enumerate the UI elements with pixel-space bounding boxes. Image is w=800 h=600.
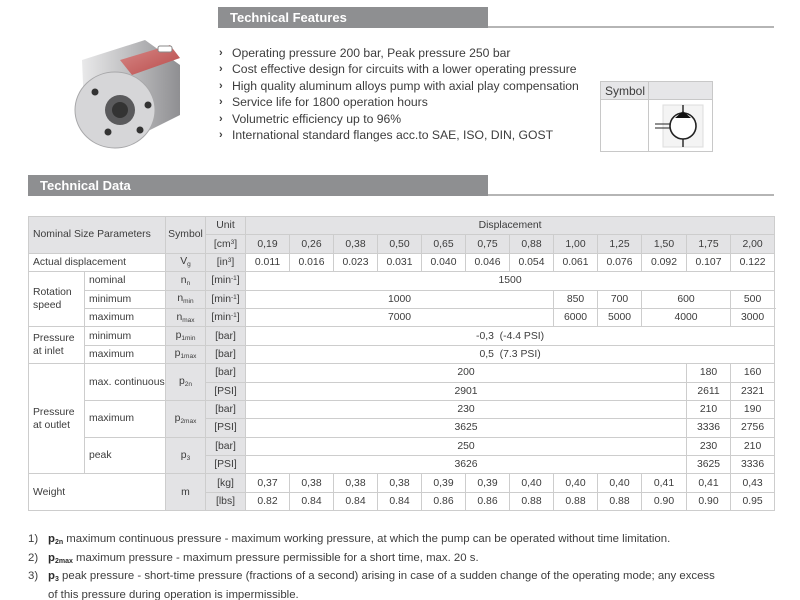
value-cell: 0.82 xyxy=(246,492,290,510)
unit-cell: [PSI] xyxy=(206,382,246,400)
section-title: Technical Features xyxy=(218,7,488,28)
value-cell: 4000 xyxy=(642,308,731,326)
value-cell: 180 xyxy=(687,364,731,382)
table-row-outlet-maximum-bar xyxy=(29,400,775,418)
value-cell: 3625 xyxy=(246,419,687,437)
value-cell: -0,3 (-4.4 PSI) xyxy=(246,327,775,345)
unit-cell: $[\min^{-1}]$ xyxy=(206,272,246,290)
table-row-outlet-peak-bar xyxy=(29,437,775,455)
group-label: Rotation speed xyxy=(29,272,85,327)
value-cell: 0.031 xyxy=(378,253,422,271)
value-cell: 0,38 xyxy=(378,474,422,492)
unit-cell: [bar] xyxy=(206,345,246,363)
size-cell: 0,19 xyxy=(246,235,290,253)
value-cell: 0,39 xyxy=(466,474,510,492)
footnote: 1) $p_{2n}$ maximum continuous pressure - maximum working pressure, at which the pump can be operated without time limitation. xyxy=(28,533,671,546)
hydraulic-pump-symbol-icon xyxy=(649,100,705,151)
value-cell: 250 xyxy=(246,437,687,455)
size-cell: 1,50 xyxy=(642,235,687,253)
chevron-right-icon: › xyxy=(219,129,223,142)
unit-cell: $[\min^{-1}]$ xyxy=(206,308,246,326)
row-label: max. continuous xyxy=(85,364,166,401)
value-cell: 7000 xyxy=(246,308,554,326)
symbol-cell: $p_{1min}$ xyxy=(166,327,206,345)
value-cell: 3000 xyxy=(731,308,775,326)
value-cell: 1500 xyxy=(246,272,775,290)
disp-unit: $[cm^3]$ xyxy=(206,235,246,253)
value-cell: 0.90 xyxy=(642,492,687,510)
value-cell: 0.84 xyxy=(334,492,378,510)
feature-item: › International standard flanges acc.to SAE, ISO, DIN, GOST xyxy=(219,128,554,143)
unit-cell: $[\min^{-1}]$ xyxy=(206,290,246,308)
footnote-continuation: of this pressure during operation is impermissible. xyxy=(48,588,299,600)
row-label: maximum xyxy=(85,400,166,437)
group-label: Pressure at inlet xyxy=(29,327,85,364)
unit-cell: [bar] xyxy=(206,327,246,345)
symbol-cell: $n_{max}$ xyxy=(166,308,206,326)
value-cell: 210 xyxy=(731,437,775,455)
value-cell: 0,37 xyxy=(246,474,290,492)
value-cell: 3625 xyxy=(687,456,731,474)
chevron-right-icon: › xyxy=(219,112,223,125)
feature-item: › Cost effective design for circuits with a lower operating pressure xyxy=(219,62,577,77)
value-cell: 0.84 xyxy=(290,492,334,510)
value-cell: 0.88 xyxy=(510,492,554,510)
unit-cell: [kg] xyxy=(206,474,246,492)
size-cell: 1,00 xyxy=(554,235,598,253)
value-cell: 230 xyxy=(246,400,687,418)
value-cell: 0.88 xyxy=(554,492,598,510)
size-cell: 0,88 xyxy=(510,235,554,253)
value-cell: 2611 xyxy=(687,382,731,400)
symbol-header: Symbol xyxy=(166,217,206,254)
value-cell: 2901 xyxy=(246,382,687,400)
value-cell: 0.86 xyxy=(422,492,466,510)
table-row-inlet-maximum xyxy=(29,345,775,363)
size-cell: 0,38 xyxy=(334,235,378,253)
value-cell: 0.061 xyxy=(554,253,598,271)
row-label: minimum xyxy=(85,327,166,345)
unit-cell: [bar] xyxy=(206,437,246,455)
symbol-cell: $n_n$ xyxy=(166,272,206,290)
value-cell: 700 xyxy=(598,290,642,308)
value-cell: 6000 xyxy=(554,308,598,326)
row-label: Actual displacement xyxy=(29,253,166,271)
value-cell: 0,40 xyxy=(598,474,642,492)
unit-cell: [PSI] xyxy=(206,456,246,474)
symbol-cell: $n_{min}$ xyxy=(166,290,206,308)
symbol-cell: $p_{1max}$ xyxy=(166,345,206,363)
product-image xyxy=(40,20,190,150)
symbol-cell: $p_{2max}$ xyxy=(166,400,206,437)
table-row-rotation-minimum xyxy=(29,290,775,308)
value-cell: 210 xyxy=(687,400,731,418)
value-cell: 0,5 (7.3 PSI) xyxy=(246,345,775,363)
symbol-cell: m xyxy=(166,474,206,511)
chevron-right-icon: › xyxy=(219,79,223,92)
table-row-rotation-maximum xyxy=(29,308,775,326)
group-label: Pressure at outlet xyxy=(29,364,85,474)
displacement-header: Displacement xyxy=(246,217,775,235)
footnote: 2) $p_{2max}$ maximum pressure - maximum pressure permissible for a short time, max. 20 s. xyxy=(28,551,479,565)
symbol-label: Symbol xyxy=(601,82,649,99)
unit-cell: [bar] xyxy=(206,364,246,382)
value-cell: 0.016 xyxy=(290,253,334,271)
row-label: maximum xyxy=(85,308,166,326)
value-cell: 0.076 xyxy=(598,253,642,271)
size-cell: 0,26 xyxy=(290,235,334,253)
value-cell: 0,41 xyxy=(687,474,731,492)
divider xyxy=(488,26,774,28)
table-row-weight-kg xyxy=(29,474,775,492)
row-label: nominal xyxy=(85,272,166,290)
table-row-inlet-minimum xyxy=(29,327,775,345)
value-cell: 0,38 xyxy=(290,474,334,492)
value-cell: 0.88 xyxy=(598,492,642,510)
footnote: 3) $p_3$ peak pressure - short-time pressure (fractions of a second) arising in case of a sudden change of the operating mode; any excess xyxy=(28,570,715,584)
symbol-cell: $V_g$ xyxy=(166,253,206,271)
value-cell: 0.107 xyxy=(687,253,731,271)
symbol-cell: $p_{2n}$ xyxy=(166,364,206,401)
value-cell: 0.054 xyxy=(510,253,554,271)
value-cell: 1000 xyxy=(246,290,554,308)
value-cell: 0,41 xyxy=(642,474,687,492)
feature-item: › Volumetric efficiency up to 96% xyxy=(219,111,402,126)
value-cell: 2756 xyxy=(731,419,775,437)
value-cell: 230 xyxy=(687,437,731,455)
size-cell: 0,50 xyxy=(378,235,422,253)
technical-features-header xyxy=(218,7,774,28)
value-cell: 500 xyxy=(731,290,775,308)
feature-list xyxy=(218,45,579,143)
row-label: minimum xyxy=(85,290,166,308)
value-cell: 190 xyxy=(731,400,775,418)
size-cell: 0,75 xyxy=(466,235,510,253)
value-cell: 160 xyxy=(731,364,775,382)
section-title: Technical Data xyxy=(28,175,488,196)
row-label: Weight xyxy=(29,474,166,511)
value-cell: 0.86 xyxy=(466,492,510,510)
value-cell: 5000 xyxy=(598,308,642,326)
technical-data-header xyxy=(28,175,774,196)
value-cell: 0,39 xyxy=(422,474,466,492)
row-label: peak xyxy=(85,437,166,474)
symbol-box xyxy=(600,81,713,152)
value-cell: 0,38 xyxy=(334,474,378,492)
value-cell: 600 xyxy=(642,290,731,308)
unit-cell: [bar] xyxy=(206,400,246,418)
feature-item: › Operating pressure 200 bar, Peak pressure 250 bar xyxy=(219,46,511,60)
value-cell: 0.95 xyxy=(731,492,775,510)
value-cell: 0.046 xyxy=(466,253,510,271)
value-cell: 2321 xyxy=(731,382,775,400)
value-cell: 3336 xyxy=(687,419,731,437)
table-row-actual-displacement xyxy=(29,253,775,271)
value-cell: 850 xyxy=(554,290,598,308)
unit-cell: [lbs] xyxy=(206,492,246,510)
table-header-row xyxy=(29,217,775,235)
value-cell: 0,40 xyxy=(554,474,598,492)
technical-data-table xyxy=(28,216,775,511)
size-cell: 1,25 xyxy=(598,235,642,253)
chevron-right-icon: › xyxy=(219,63,223,76)
table-row-outlet-continuous-bar xyxy=(29,364,775,382)
feature-item: › Service life for 1800 operation hours xyxy=(219,95,428,110)
value-cell: 0.023 xyxy=(334,253,378,271)
value-cell: 0.84 xyxy=(378,492,422,510)
unit-cell: $[in^3]$ xyxy=(206,253,246,271)
value-cell: 0.122 xyxy=(731,253,775,271)
value-cell: 3336 xyxy=(731,456,775,474)
symbol-cell: $p_3$ xyxy=(166,437,206,474)
size-cell: 1,75 xyxy=(687,235,731,253)
value-cell: 0,43 xyxy=(731,474,775,492)
table-row-rotation-nominal xyxy=(29,272,775,290)
feature-item: › High quality aluminum alloys pump with axial play compensation xyxy=(219,78,579,93)
chevron-right-icon: › xyxy=(219,96,223,109)
chevron-right-icon: › xyxy=(219,47,223,59)
row-label: maximum xyxy=(85,345,166,363)
value-cell: 0,40 xyxy=(510,474,554,492)
footnotes xyxy=(28,532,715,600)
value-cell: 200 xyxy=(246,364,687,382)
unit-cell: [PSI] xyxy=(206,419,246,437)
divider xyxy=(488,194,774,196)
nominal-size-header: Nominal Size Parameters xyxy=(29,217,166,254)
value-cell: 0.092 xyxy=(642,253,687,271)
value-cell: 3626 xyxy=(246,456,687,474)
size-cell: 0,65 xyxy=(422,235,466,253)
value-cell: 0.040 xyxy=(422,253,466,271)
size-cell: 2,00 xyxy=(731,235,775,253)
value-cell: 0.011 xyxy=(246,253,290,271)
value-cell: 0.90 xyxy=(687,492,731,510)
unit-header: Unit xyxy=(206,217,246,235)
